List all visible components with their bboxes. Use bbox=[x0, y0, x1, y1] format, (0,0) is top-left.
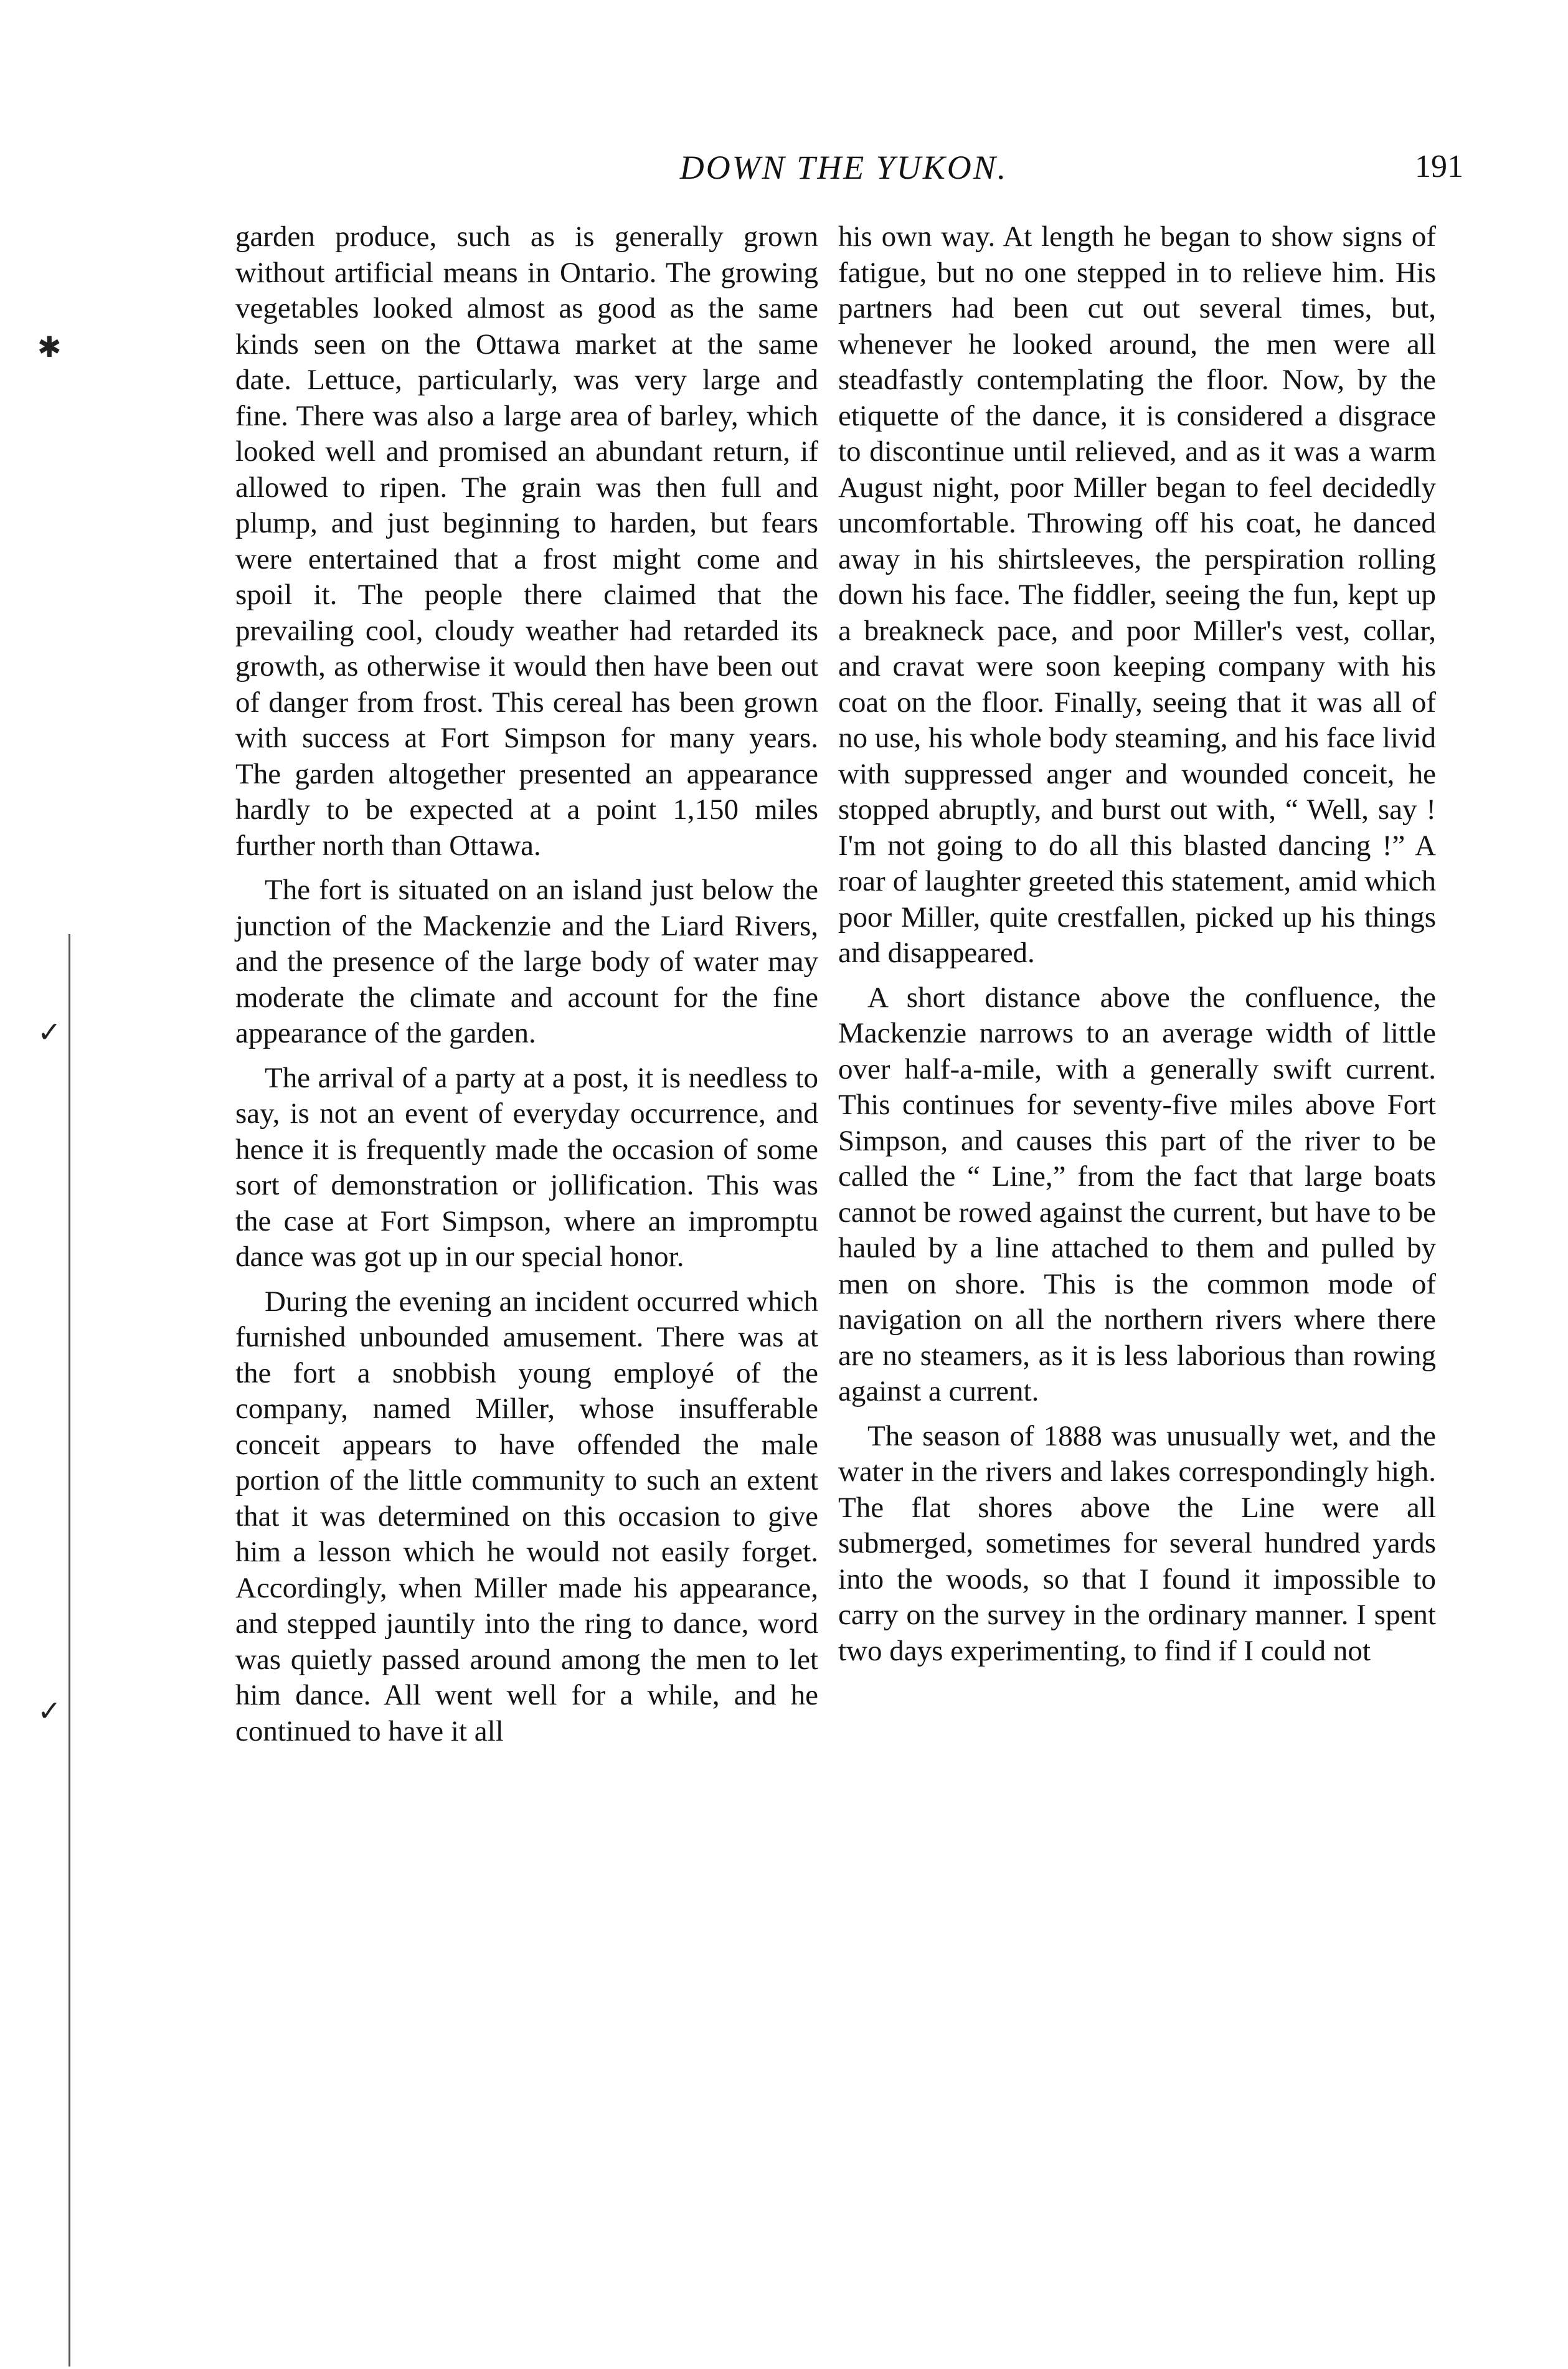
paragraph: The arrival of a party at a post, it is needless to say, is not an event of everyday occurrence, and hence it is frequently made the occasion of some sort of demonstration or jollification. This was the case at Fort Simpson, where an impromptu dance was got up in our special honor. bbox=[235, 1061, 818, 1273]
running-title: DOWN THE YUKON. bbox=[679, 149, 1008, 186]
left-column bbox=[235, 219, 818, 1749]
margin-mark: ✓ bbox=[37, 1016, 62, 1048]
paragraph: The fort is situated on an island just below the junction of the Mackenzie and the Liard Rivers, and the presence of the large body of water may moderate the climate and account for the fine appearance of the garden. bbox=[235, 874, 818, 1049]
margin-mark: ✓ bbox=[37, 1695, 62, 1727]
paragraph: his own way. At length he began to show signs of fatigue, but no one stepped in to relieve him. His partners had been cut out several times, but, whenever he looked around, the men were all steadfastly contemplating the floor. Now, by the etiquette of the dance, it is considered a disgrace to discontinue until relieved, and as it was a warm August night, poor Miller began to feel decidedly uncomfortable. Throwing off his coat, he danced away in his shirtsleeves, the perspiration rolling down his face. The fiddler, seeing the fun, kept up a breakneck pace, and poor Miller's vest, collar, and cravat were soon keeping company with his coat on the floor. Finally, seeing that it was all of no use, his whole body steaming, and his face livid with suppressed anger and wounded conceit, he stopped abruptly, and burst out with, “ Well, say ! I'm not going to do all this blasted dancing !” A roar of laughter greeted this statement, amid which poor Miller, quite crestfallen, picked up his things and disappeared. bbox=[838, 220, 1436, 969]
right-column bbox=[838, 219, 1436, 1669]
binding-edge-line bbox=[68, 934, 70, 2367]
margin-mark: ✱ bbox=[37, 331, 62, 363]
paragraph: A short distance above the confluence, the Mackenzie narrows to an average width of little over half-a-mile, with a generally swift current. This continues for seventy-five miles above Fort Simpson, and causes this part of the river to be called the “ Line,” from the fact that large boats cannot be rowed against the current, but have to be hauled by a line attached to them and pulled by men on shore. This is the common mode of navigation on all the northern rivers where there are no steamers, as it is less laborious than rowing against a current. bbox=[838, 981, 1436, 1407]
paragraph: During the evening an incident occurred which furnished unbounded amusement. There was at the fort a snobbish young employé of the company, named Miller, whose insufferable conceit appears to have offended the male portion of the little community to such an extent that it was determined on this occasion to give him a lesson which he would not easily forget. Accordingly, when Miller made his appearance, and stepped jauntily into the ring to dance, word was quietly passed around among the men to let him dance. All went well for a while, and he continued to have it all bbox=[235, 1285, 818, 1747]
page-header bbox=[224, 148, 1463, 198]
paragraph: The season of 1888 was unusually wet, and the water in the rivers and lakes correspondingly high. The flat shores above the Line were all submerged, sometimes for several hundred yards into the woods, so that I found it impossible to carry on the survey in the ordinary manner. I spent two days experimenting, to find if I could not bbox=[838, 1419, 1436, 1667]
paragraph: garden produce, such as is generally grown without artificial means in Ontario. The growing vegetables looked almost as good as the same kinds seen on the Ottawa market at the same date. Lettuce, particularly, was very large and fine. There was also a large area of barley, which looked well and promised an abundant return, if allowed to ripen. The grain was then full and plump, and just beginning to harden, but fears were entertained that a frost might come and spoil it. The people there claimed that the prevailing cool, cloudy weather had retarded its growth, as otherwise it would then have been out of danger from frost. This cereal has been grown with success at Fort Simpson for many years. The garden altogether presented an appearance hardly to be expected at a point 1,150 miles further north than Ottawa. bbox=[235, 220, 818, 862]
page-number: 191 bbox=[1415, 149, 1463, 184]
